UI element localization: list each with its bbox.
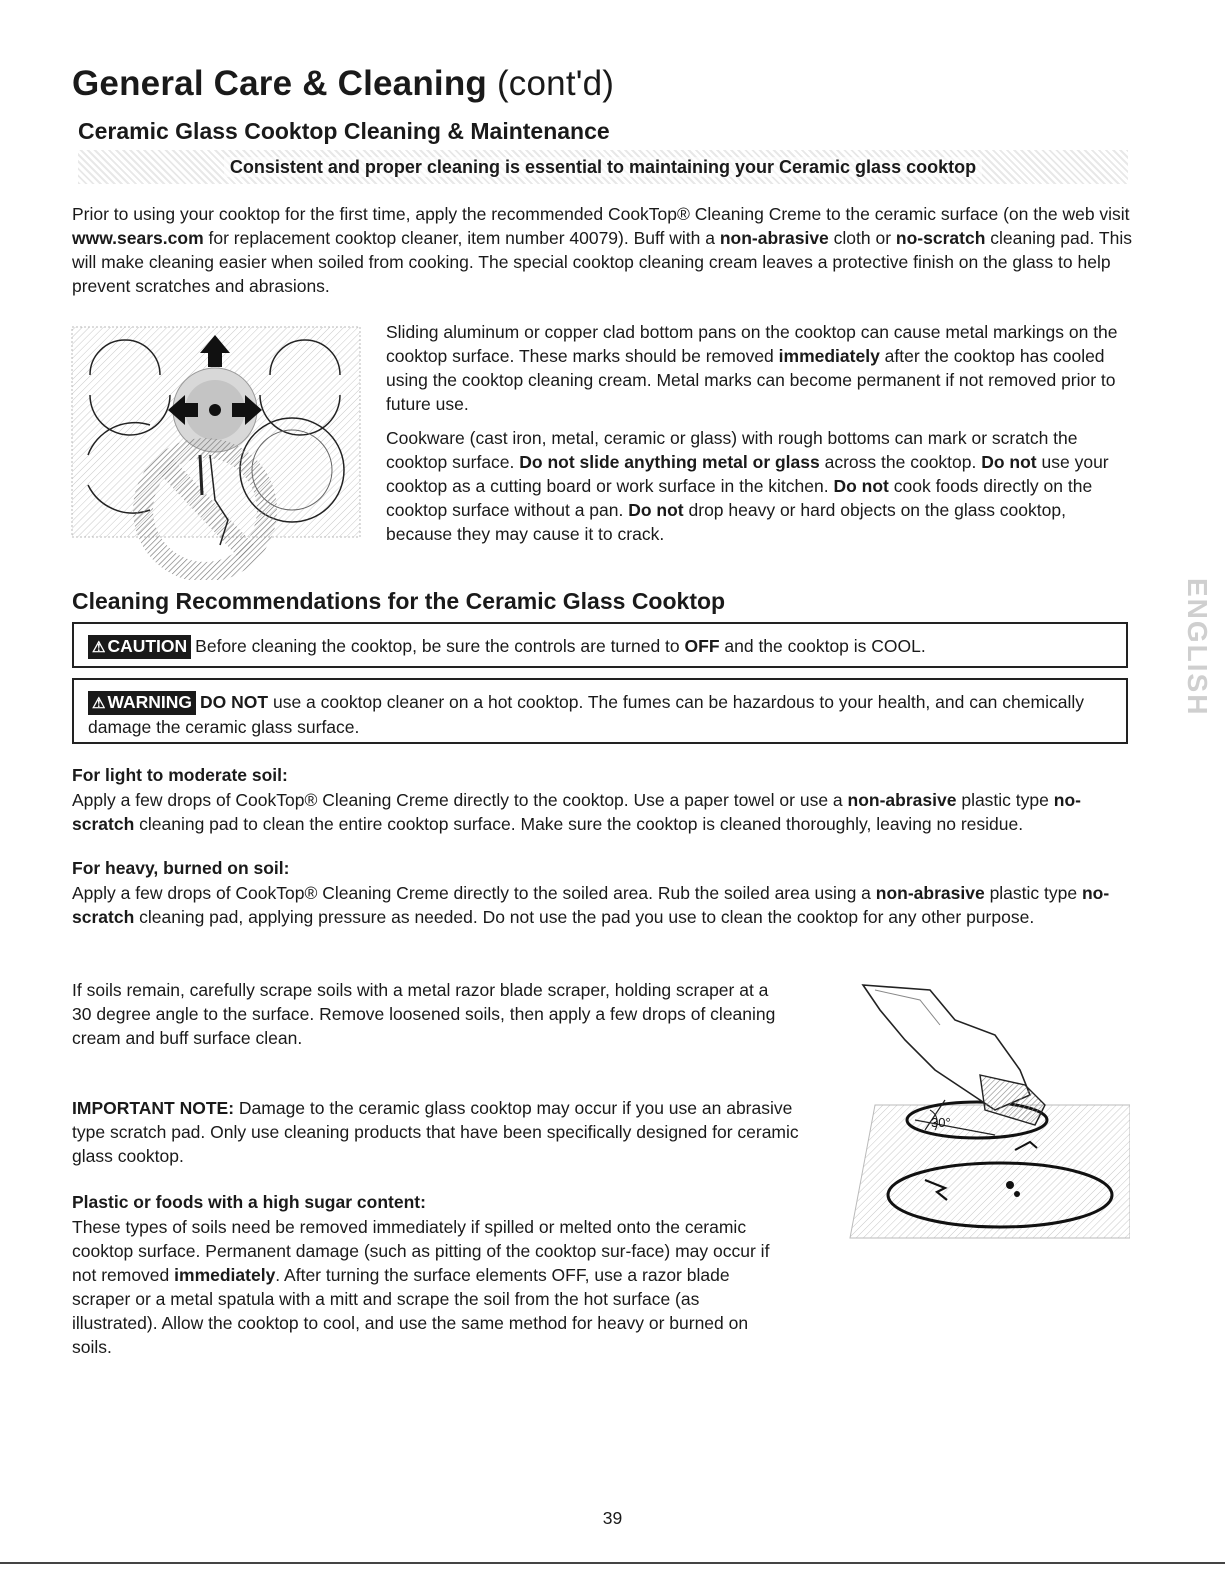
angle-label: 30°	[931, 1115, 951, 1130]
sliding-paragraph: Sliding aluminum or copper clad bottom pans on the cooktop can cause metal markings on the cooktop surface. These marks should be removed immediately after the cooktop has cooled using the cooktop cleaning cream. Metal marks can become permanent if not removed prior to future use.	[386, 322, 1118, 414]
page-number: 39	[602, 1508, 623, 1528]
scraper-illustration	[845, 980, 1130, 1240]
soils-paragraph: If soils remain, carefully scrape soils with a metal razor blade scraper, holding scraper at a 30 degree angle to the surface. Remove loosened soils, then apply a few drops of cleaning cream and buff surface clean.	[72, 980, 776, 1048]
warning-tag: ⚠ WARNING	[88, 691, 196, 715]
heavy-soil-heading: For heavy, burned on soil:	[72, 858, 290, 878]
section-title-maintenance: Ceramic Glass Cooktop Cleaning & Maintenance	[78, 118, 610, 144]
heavy-soil-paragraph: Apply a few drops of CookTop® Cleaning Creme directly to the soiled area. Rub the soiled area using a non-abrasive plastic type no-scratch cleaning pad, applying pressure as needed. Do not use the pad you use to clean the cooktop for any other purpose.	[72, 883, 1110, 927]
sugar-paragraph: These types of soils need be removed immediately if spilled or melted onto the ceramic cooktop surface. Permanent damage (such as pitting of the cooktop sur-face) may occur if not removed immediately. After turning the surface elements OFF, use a razor blade scraper or a metal spatula with a mitt and scrape the soil from the hot surface (as illustrated). Allow the cooktop to cool, and use the same method for heavy or burned on soils.	[72, 1217, 770, 1357]
light-soil-paragraph: Apply a few drops of CookTop® Cleaning Creme directly to the cooktop. Use a paper towel or use a non-abrasive plastic type no-scratch cleaning pad to clean the entire cooktop surface. Make sure the cooktop is cleaned thoroughly, leaving no residue.	[72, 790, 1081, 834]
caution-tag: ⚠ CAUTION	[88, 635, 191, 659]
light-soil-heading: For light to moderate soil:	[72, 765, 288, 785]
warning-triangle-icon: ⚠	[92, 639, 106, 656]
warning-triangle-icon: ⚠	[92, 695, 106, 712]
banner: Consistent and proper cleaning is essential to maintaining your Ceramic glass cooktop	[78, 150, 1128, 184]
warning-box: ⚠ WARNING DO NOT use a cooktop cleaner on a hot cooktop. The fumes can be hazardous to your health, and can chemically damage the ceramic glass surface.	[72, 678, 1128, 744]
no-sliding-illustration	[70, 325, 362, 580]
page-title: General Care & Cleaning (cont'd)	[72, 64, 615, 103]
bottom-divider	[0, 1562, 1225, 1564]
caution-box: ⚠ CAUTION Before cleaning the cooktop, be sure the controls are turned to OFF and the cooktop is COOL.	[72, 622, 1128, 668]
language-tab: ENGLISH	[1182, 578, 1213, 717]
cookware-paragraph: Cookware (cast iron, metal, ceramic or glass) with rough bottoms can mark or scratch the cooktop surface. Do not slide anything metal or glass across the cooktop. Do not use your cooktop as a cutting board or work surface in the kitchen. Do not cook foods directly on the cooktop surface without a pan. Do not drop heavy or hard objects on the glass cooktop, because they may cause it to crack.	[386, 428, 1109, 544]
intro-paragraph: Prior to using your cooktop for the first time, apply the recommended CookTop® Cleaning Creme to the ceramic surface (on the web visit www.sears.com for replacement cooktop cleaner, item number 40079). Buff with a non-abrasive cloth or no-scratch cleaning pad. This will make cleaning easier when soiled from cooking. The special cooktop cleaning cream leaves a protective finish on the glass to help prevent scratches and abrasions.	[72, 204, 1132, 296]
sugar-heading: Plastic or foods with a high sugar content:	[72, 1192, 426, 1212]
important-note-paragraph: IMPORTANT NOTE: Damage to the ceramic glass cooktop may occur if you use an abrasive type scratch pad. Only use cleaning products that have been specifically designed for ceramic glass cooktop.	[72, 1098, 799, 1166]
section-title-recommendations: Cleaning Recommendations for the Ceramic Glass Cooktop	[72, 588, 726, 614]
